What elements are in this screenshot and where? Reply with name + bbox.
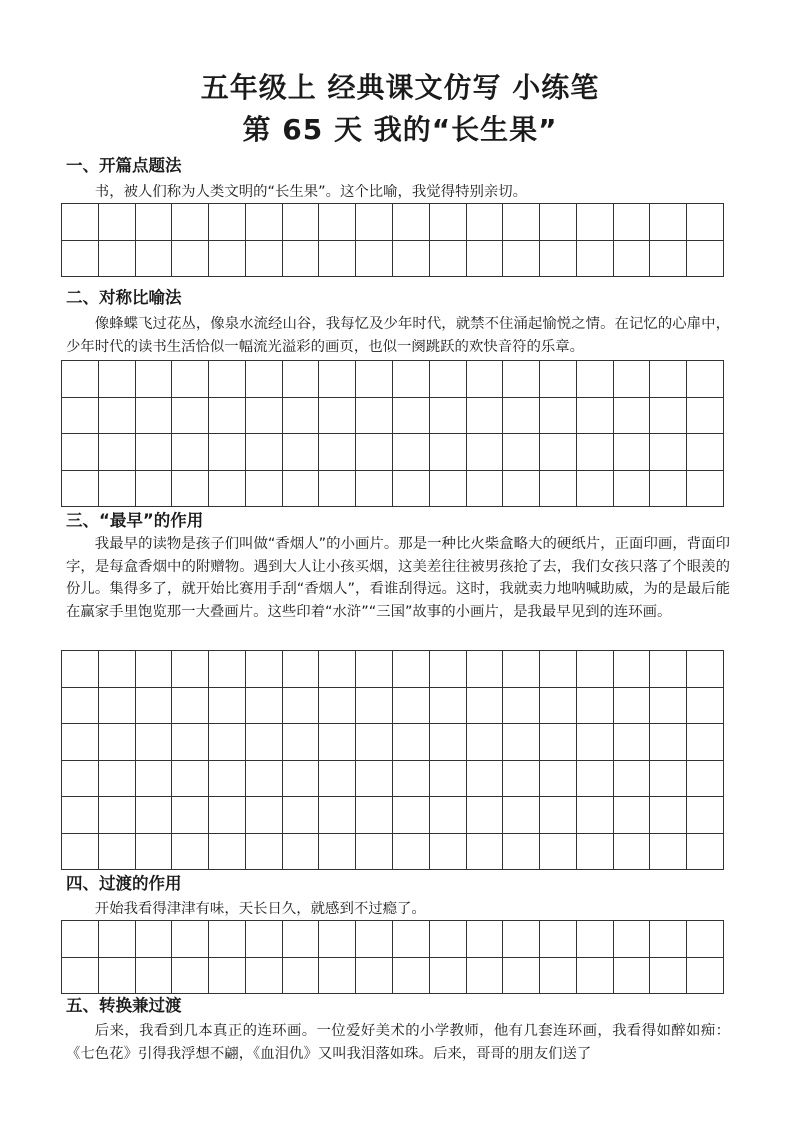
grid-cell (393, 204, 430, 241)
grid-cell (687, 471, 724, 508)
grid-cell (246, 434, 283, 471)
grid-cell (356, 688, 393, 725)
grid-cell (319, 797, 356, 834)
grid-cell (283, 958, 320, 995)
grid-cell (577, 241, 614, 278)
grid-cell (99, 204, 136, 241)
grid-cell (577, 398, 614, 435)
grid-cell (319, 834, 356, 871)
grid-cell (356, 921, 393, 958)
grid-cell (393, 241, 430, 278)
grid-cell (467, 688, 504, 725)
grid-cell (246, 834, 283, 871)
grid-cell (467, 724, 504, 761)
grid-cell (577, 688, 614, 725)
grid-cell (283, 434, 320, 471)
grid-cell (136, 651, 173, 688)
grid-cell (393, 361, 430, 398)
grid-cell (393, 761, 430, 798)
grid-cell (430, 361, 467, 398)
grid-cell (614, 921, 651, 958)
grid-cell (540, 797, 577, 834)
grid-cell (503, 361, 540, 398)
grid-cell (283, 651, 320, 688)
grid-cell (687, 797, 724, 834)
grid-cell (172, 797, 209, 834)
grid-cell (503, 398, 540, 435)
grid-cell (467, 921, 504, 958)
grid-cell (687, 651, 724, 688)
grid-cell (209, 434, 246, 471)
grid-cell (467, 797, 504, 834)
grid-cell (246, 651, 283, 688)
grid-cell (393, 434, 430, 471)
grid-cell (503, 471, 540, 508)
grid-cell (172, 241, 209, 278)
grid-cell (430, 797, 467, 834)
grid-cell (393, 834, 430, 871)
grid-cell (283, 471, 320, 508)
grid-cell (614, 241, 651, 278)
grid-cell (467, 958, 504, 995)
grid-cell (430, 241, 467, 278)
grid-cell (540, 761, 577, 798)
section-paragraph: 开始我看得津津有味，天长日久，就感到不过瘾了。 (94, 901, 426, 917)
grid-cell (577, 761, 614, 798)
grid-cell (62, 921, 99, 958)
grid-cell (540, 241, 577, 278)
grid-cell (172, 761, 209, 798)
grid-cell (136, 761, 173, 798)
grid-cell (650, 241, 687, 278)
section-paragraph: 像蜂蝶飞过花丛，像泉水流经山谷，我每忆及少年时代，就禁不住涌起愉悦之情。在记忆的心扉中，少年时代的读书生活恰似一幅流光溢彩的画页，也似一阕跳跃的欢快音符的乐章。 (66, 316, 730, 355)
grid-cell (614, 471, 651, 508)
grid-cell (319, 204, 356, 241)
grid-cell (209, 797, 246, 834)
grid-cell (246, 361, 283, 398)
grid-cell (393, 471, 430, 508)
grid-cell (687, 241, 724, 278)
grid-cell (687, 958, 724, 995)
grid-cell (209, 958, 246, 995)
grid-cell (430, 471, 467, 508)
grid-cell (99, 241, 136, 278)
grid-cell (614, 361, 651, 398)
grid-cell (136, 724, 173, 761)
grid-cell (136, 204, 173, 241)
grid-cell (209, 361, 246, 398)
page-title: 五年级上 经典课文仿写 小练笔 (200, 71, 600, 104)
writing-grid (61, 203, 724, 277)
grid-cell (136, 797, 173, 834)
grid-cell (650, 471, 687, 508)
grid-cell (540, 921, 577, 958)
grid-cell (99, 398, 136, 435)
grid-cell (467, 434, 504, 471)
grid-cell (99, 471, 136, 508)
grid-cell (283, 921, 320, 958)
grid-cell (650, 834, 687, 871)
grid-cell (172, 651, 209, 688)
grid-cell (614, 688, 651, 725)
grid-cell (687, 434, 724, 471)
grid-cell (393, 651, 430, 688)
grid-cell (62, 434, 99, 471)
grid-cell (283, 688, 320, 725)
grid-cell (540, 361, 577, 398)
grid-cell (172, 921, 209, 958)
grid-cell (99, 724, 136, 761)
grid-cell (246, 958, 283, 995)
grid-cell (467, 651, 504, 688)
grid-cell (467, 471, 504, 508)
grid-cell (356, 204, 393, 241)
grid-cell (319, 651, 356, 688)
writing-grid (61, 920, 724, 994)
grid-cell (430, 761, 467, 798)
grid-cell (503, 241, 540, 278)
grid-cell (99, 361, 136, 398)
grid-cell (614, 958, 651, 995)
grid-cell (687, 361, 724, 398)
grid-cell (430, 724, 467, 761)
grid-cell (136, 958, 173, 995)
grid-cell (246, 471, 283, 508)
grid-cell (283, 724, 320, 761)
grid-cell (209, 651, 246, 688)
grid-cell (172, 724, 209, 761)
grid-cell (430, 921, 467, 958)
grid-cell (99, 921, 136, 958)
grid-cell (614, 398, 651, 435)
grid-cell (614, 434, 651, 471)
grid-cell (209, 398, 246, 435)
grid-cell (319, 471, 356, 508)
grid-cell (246, 921, 283, 958)
grid-cell (503, 797, 540, 834)
writing-grid (61, 360, 724, 507)
grid-cell (540, 434, 577, 471)
grid-cell (136, 241, 173, 278)
grid-cell (136, 471, 173, 508)
grid-cell (319, 688, 356, 725)
grid-cell (319, 398, 356, 435)
grid-cell (614, 761, 651, 798)
grid-cell (577, 921, 614, 958)
grid-cell (209, 834, 246, 871)
grid-cell (503, 434, 540, 471)
grid-cell (136, 688, 173, 725)
grid-cell (62, 398, 99, 435)
grid-cell (687, 761, 724, 798)
grid-cell (172, 361, 209, 398)
grid-cell (650, 204, 687, 241)
grid-cell (356, 398, 393, 435)
grid-cell (393, 921, 430, 958)
grid-cell (503, 204, 540, 241)
grid-cell (172, 398, 209, 435)
grid-cell (687, 834, 724, 871)
grid-cell (540, 471, 577, 508)
grid-cell (62, 241, 99, 278)
grid-cell (136, 921, 173, 958)
page-subtitle: 第 65 天 我的“长生果” (242, 113, 558, 146)
grid-cell (393, 724, 430, 761)
grid-cell (393, 797, 430, 834)
grid-cell (319, 434, 356, 471)
grid-cell (209, 241, 246, 278)
grid-cell (687, 921, 724, 958)
grid-cell (650, 651, 687, 688)
section-heading: 一、开篇点题法 (66, 156, 182, 175)
grid-cell (503, 761, 540, 798)
grid-cell (577, 361, 614, 398)
grid-cell (136, 398, 173, 435)
grid-cell (430, 398, 467, 435)
section-heading: 二、对称比喻法 (66, 288, 182, 307)
grid-cell (319, 921, 356, 958)
grid-cell (356, 834, 393, 871)
grid-cell (283, 761, 320, 798)
grid-cell (99, 761, 136, 798)
grid-cell (540, 834, 577, 871)
grid-cell (614, 204, 651, 241)
grid-cell (283, 361, 320, 398)
grid-cell (614, 651, 651, 688)
grid-cell (356, 241, 393, 278)
grid-cell (356, 958, 393, 995)
grid-cell (319, 241, 356, 278)
grid-cell (650, 958, 687, 995)
grid-cell (467, 834, 504, 871)
grid-cell (577, 471, 614, 508)
grid-cell (503, 921, 540, 958)
grid-cell (650, 434, 687, 471)
grid-cell (209, 761, 246, 798)
grid-cell (99, 434, 136, 471)
grid-cell (62, 761, 99, 798)
grid-cell (503, 688, 540, 725)
grid-cell (430, 434, 467, 471)
grid-cell (99, 958, 136, 995)
grid-cell (319, 761, 356, 798)
grid-cell (650, 688, 687, 725)
grid-cell (172, 204, 209, 241)
grid-cell (577, 434, 614, 471)
grid-cell (99, 797, 136, 834)
grid-cell (503, 651, 540, 688)
grid-cell (319, 361, 356, 398)
grid-cell (62, 958, 99, 995)
grid-cell (356, 361, 393, 398)
grid-cell (577, 958, 614, 995)
grid-cell (356, 471, 393, 508)
grid-cell (356, 651, 393, 688)
section-paragraph: 书，被人们称为人类文明的“长生果”。这个比喻，我觉得特别亲切。 (94, 184, 528, 200)
grid-cell (62, 834, 99, 871)
grid-cell (540, 724, 577, 761)
section-paragraph: 我最早的读物是孩子们叫做“香烟人”的小画片。那是一种比火柴盒略大的硬纸片，正面印画，背面印字，是每盒香烟中的附赠物。遇到大人让小孩买烟，这美差往往被男孩抢了去，我们女孩只落了个眼羡的份儿。集得多了，就开始比赛用手刮“香烟人”，看谁刮得远。这时，我就卖力地呐喊助威，为的是最后能在赢家手里饱览那一大叠画片。这些印着“水浒”“三国”故事的小画片，是我最早见到的连环画。 (66, 536, 730, 620)
grid-cell (650, 761, 687, 798)
writing-grid (61, 650, 724, 870)
grid-cell (246, 761, 283, 798)
grid-cell (172, 471, 209, 508)
grid-cell (172, 834, 209, 871)
grid-cell (650, 921, 687, 958)
grid-cell (430, 958, 467, 995)
grid-cell (687, 204, 724, 241)
grid-cell (467, 204, 504, 241)
grid-cell (687, 398, 724, 435)
grid-cell (467, 361, 504, 398)
grid-cell (283, 204, 320, 241)
grid-cell (393, 958, 430, 995)
grid-cell (283, 241, 320, 278)
grid-cell (172, 958, 209, 995)
grid-cell (467, 398, 504, 435)
grid-cell (209, 204, 246, 241)
grid-cell (246, 398, 283, 435)
grid-cell (209, 471, 246, 508)
grid-cell (99, 834, 136, 871)
grid-cell (503, 724, 540, 761)
grid-cell (172, 434, 209, 471)
grid-cell (172, 688, 209, 725)
grid-cell (356, 434, 393, 471)
grid-cell (246, 724, 283, 761)
grid-cell (246, 204, 283, 241)
grid-cell (577, 724, 614, 761)
grid-cell (62, 204, 99, 241)
grid-cell (209, 724, 246, 761)
grid-cell (283, 834, 320, 871)
grid-cell (319, 724, 356, 761)
grid-cell (62, 361, 99, 398)
grid-cell (356, 724, 393, 761)
grid-cell (62, 688, 99, 725)
grid-cell (136, 434, 173, 471)
grid-cell (430, 834, 467, 871)
grid-cell (650, 361, 687, 398)
grid-cell (356, 761, 393, 798)
grid-cell (467, 761, 504, 798)
grid-cell (650, 398, 687, 435)
grid-cell (209, 688, 246, 725)
grid-cell (687, 724, 724, 761)
grid-cell (393, 688, 430, 725)
grid-cell (577, 651, 614, 688)
grid-cell (430, 688, 467, 725)
grid-cell (540, 688, 577, 725)
grid-cell (393, 398, 430, 435)
grid-cell (577, 834, 614, 871)
grid-cell (430, 204, 467, 241)
grid-cell (136, 361, 173, 398)
grid-cell (356, 797, 393, 834)
grid-cell (540, 651, 577, 688)
section-heading: 三、“最早”的作用 (66, 511, 204, 530)
grid-cell (99, 651, 136, 688)
grid-cell (540, 204, 577, 241)
grid-cell (246, 688, 283, 725)
grid-cell (614, 834, 651, 871)
grid-cell (614, 797, 651, 834)
grid-cell (136, 834, 173, 871)
grid-cell (577, 204, 614, 241)
grid-cell (62, 724, 99, 761)
grid-cell (62, 797, 99, 834)
grid-cell (540, 958, 577, 995)
grid-cell (283, 398, 320, 435)
grid-cell (99, 688, 136, 725)
grid-cell (540, 398, 577, 435)
grid-cell (503, 958, 540, 995)
grid-cell (62, 471, 99, 508)
grid-cell (650, 797, 687, 834)
grid-cell (687, 688, 724, 725)
section-paragraph: 后来，我看到几本真正的连环画。一位爱好美术的小学教师，他有几套连环画，我看得如醉如痴：《七色花》引得我浮想不翩，《血泪仇》又叫我泪落如珠。后来，哥哥的朋友们送了 (66, 1023, 730, 1062)
grid-cell (246, 241, 283, 278)
grid-cell (430, 651, 467, 688)
grid-cell (62, 651, 99, 688)
grid-cell (503, 834, 540, 871)
grid-cell (283, 797, 320, 834)
section-heading: 四、过渡的作用 (66, 874, 182, 893)
grid-cell (319, 958, 356, 995)
grid-cell (467, 241, 504, 278)
grid-cell (246, 797, 283, 834)
grid-cell (209, 921, 246, 958)
section-heading: 五、转换兼过渡 (66, 996, 182, 1015)
grid-cell (614, 724, 651, 761)
grid-cell (577, 797, 614, 834)
grid-cell (650, 724, 687, 761)
